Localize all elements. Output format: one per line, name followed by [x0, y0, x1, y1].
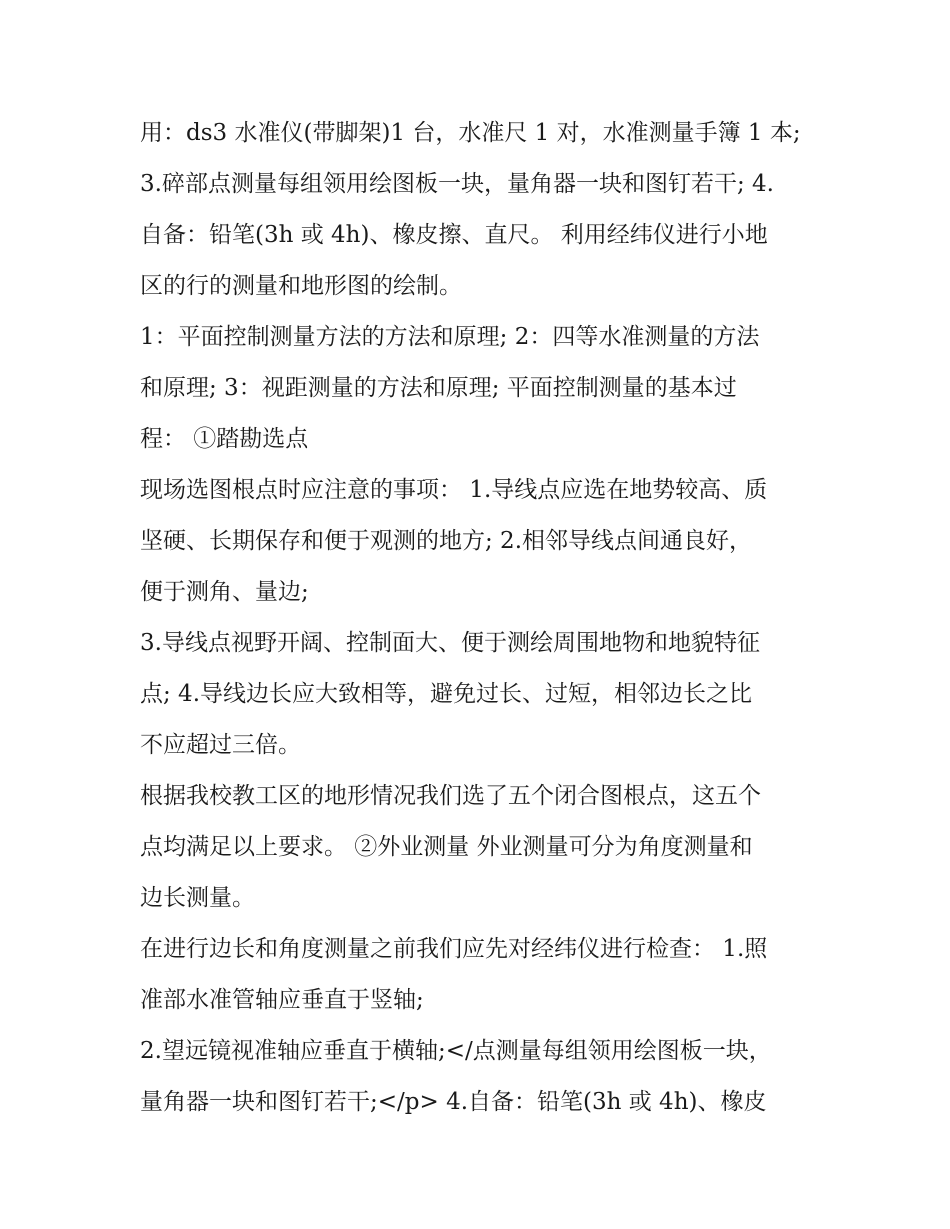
text-line: 边长测量。	[140, 885, 255, 911]
text-line: 点; 4.导线边长应大致相等，避免过长、过短，相邻边长之比	[140, 681, 753, 707]
text-line: 区的行的测量和地形图的绘制。	[140, 273, 462, 299]
text-line: 点均满足以上要求。 ②外业测量 外业测量可分为角度测量和	[140, 834, 753, 860]
text-line: 量角器一块和图钉若干;</p> 4.自备：铅笔(3h 或 4h)、橡皮	[140, 1089, 767, 1115]
body-text	[140, 108, 820, 1128]
text-line: 在进行边长和角度测量之前我们应先对经纬仪进行检查： 1.照	[140, 936, 768, 962]
text-line: 现场选图根点时应注意的事项： 1.导线点应选在地势较高、质	[140, 477, 768, 503]
text-line: 用：ds3 水准仪(带脚架)1 台，水准尺 1 对，水准测量手簿 1 本;	[140, 120, 801, 146]
text-line: 2.望远镜视准轴应垂直于横轴;</点测量每组领用绘图板一块，	[140, 1038, 772, 1064]
text-line: 根据我校教工区的地形情况我们选了五个闭合图根点，这五个	[140, 783, 761, 809]
text-line: 准部水准管轴应垂直于竖轴;	[140, 987, 424, 1013]
text-line: 程： ①踏勘选点	[140, 426, 309, 452]
text-line: 和原理; 3：视距测量的方法和原理; 平面控制测量的基本过	[140, 375, 737, 401]
text-line: 不应超过三倍。	[140, 732, 301, 758]
text-line: 1：平面控制测量方法的方法和原理; 2：四等水准测量的方法	[140, 324, 760, 350]
text-line: 自备：铅笔(3h 或 4h)、橡皮擦、直尺。 利用经纬仪进行小地	[140, 222, 768, 248]
text-line: 3.导线点视野开阔、控制面大、便于测绘周围地物和地貌特征	[140, 630, 760, 656]
text-line: 坚硬、长期保存和便于观测的地方; 2.相邻导线点间通良好，	[140, 528, 753, 554]
text-line: 便于测角、量边;	[140, 579, 309, 605]
text-line: 3.碎部点测量每组领用绘图板一块，量角器一块和图钉若干; 4.	[140, 171, 774, 197]
